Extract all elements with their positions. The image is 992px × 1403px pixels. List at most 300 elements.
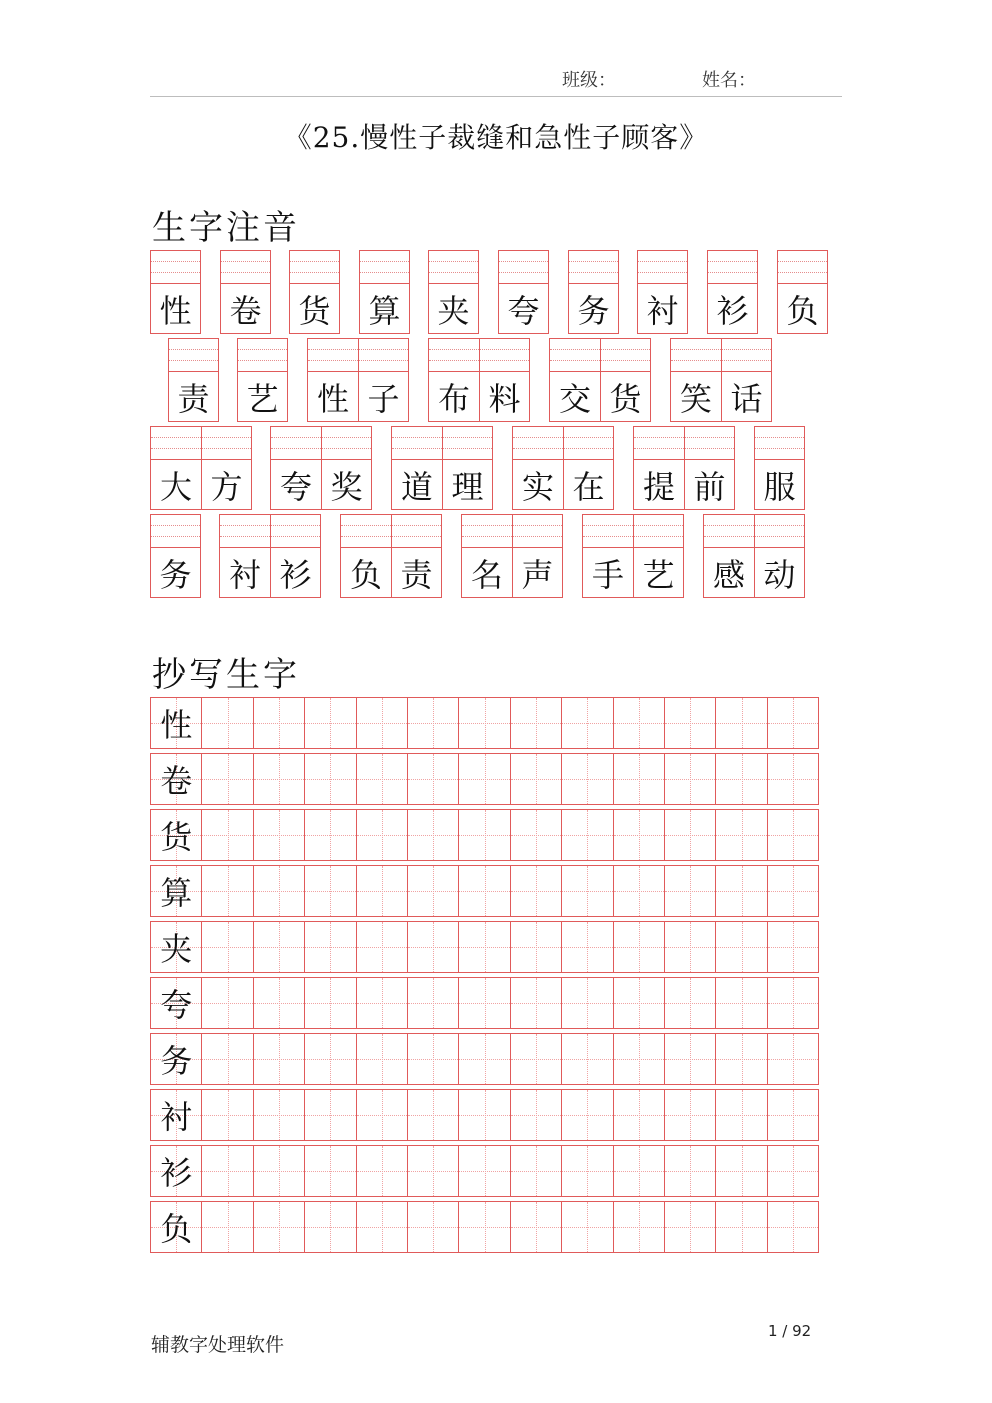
cell-guide-horizontal — [562, 779, 612, 780]
practice-cell — [510, 865, 562, 917]
practice-cell — [356, 977, 408, 1029]
cell-guide-horizontal — [408, 891, 458, 892]
cell-guide-horizontal — [202, 1171, 252, 1172]
cell-guide-horizontal — [768, 947, 818, 948]
cell-guide-horizontal — [459, 1115, 509, 1116]
practice-cell — [201, 697, 253, 749]
cell-guide-horizontal — [562, 1227, 612, 1228]
practice-cell — [458, 809, 510, 861]
cell-guide-horizontal — [665, 1227, 715, 1228]
vocab-character: 艺 — [642, 555, 675, 594]
practice-cell — [356, 865, 408, 917]
cell-guide-horizontal — [305, 1059, 355, 1060]
practice-cell — [715, 753, 767, 805]
model-character-cell — [150, 1145, 202, 1197]
practice-cell — [253, 921, 305, 973]
cell-guide-horizontal — [357, 947, 407, 948]
section-title-copy: 抄写生字 — [152, 655, 300, 695]
vocab-character: 奖 — [330, 467, 363, 506]
vocab-character: 货 — [298, 291, 331, 330]
cell-guide-horizontal — [459, 835, 509, 836]
copy-row — [150, 865, 819, 917]
cell-guide-horizontal — [254, 947, 304, 948]
cell-guide-horizontal — [511, 1171, 561, 1172]
cell-guide-horizontal — [305, 891, 355, 892]
cell-guide-horizontal — [511, 947, 561, 948]
copy-row — [150, 697, 819, 749]
model-character-cell — [150, 1201, 202, 1253]
cell-guide-horizontal — [202, 835, 252, 836]
lesson-title: 《25.慢性子裁缝和急性子顾客》 — [283, 121, 709, 154]
copy-row — [150, 809, 819, 861]
cell-guide-horizontal — [305, 835, 355, 836]
practice-cell — [407, 921, 459, 973]
cell-guide-horizontal — [511, 1059, 561, 1060]
practice-cell — [201, 977, 253, 1029]
cell-guide-horizontal — [408, 723, 458, 724]
practice-cell — [356, 697, 408, 749]
practice-cell — [304, 753, 356, 805]
cell-guide-horizontal — [665, 1003, 715, 1004]
practice-cell — [561, 809, 613, 861]
cell-guide-horizontal — [614, 1003, 664, 1004]
practice-cell — [407, 865, 459, 917]
footer-label: 辅教字处理软件 — [151, 1334, 285, 1356]
cell-guide-horizontal — [562, 835, 612, 836]
model-character: 性 — [160, 706, 193, 744]
cell-guide-horizontal — [768, 1227, 818, 1228]
vocab-character: 道 — [400, 467, 433, 506]
practice-cell — [253, 1201, 305, 1253]
practice-cell — [561, 977, 613, 1029]
vocab-character: 前 — [693, 467, 726, 506]
practice-cell — [664, 809, 716, 861]
cell-guide-horizontal — [408, 835, 458, 836]
cell-guide-horizontal — [254, 1171, 304, 1172]
practice-cell — [561, 921, 613, 973]
model-character-cell — [150, 697, 202, 749]
practice-cell — [356, 1089, 408, 1141]
practice-cell — [613, 1145, 665, 1197]
cell-guide-horizontal — [357, 835, 407, 836]
copy-row — [150, 1089, 819, 1141]
practice-cell — [715, 921, 767, 973]
practice-cell — [458, 697, 510, 749]
cell-guide-horizontal — [305, 1171, 355, 1172]
cell-guide-horizontal — [357, 1171, 407, 1172]
vocab-character: 夹 — [437, 291, 470, 330]
cell-guide-horizontal — [254, 1115, 304, 1116]
cell-guide-horizontal — [511, 1227, 561, 1228]
vocab-character: 夸 — [279, 467, 312, 506]
page-counter: 1 / 92 — [768, 1322, 812, 1340]
cell-guide-horizontal — [562, 947, 612, 948]
practice-cell — [561, 1089, 613, 1141]
cell-guide-horizontal — [254, 835, 304, 836]
cell-guide-horizontal — [511, 723, 561, 724]
cell-guide-horizontal — [202, 723, 252, 724]
vocab-character: 交 — [558, 379, 591, 418]
vocab-character: 衬 — [228, 555, 261, 594]
vocab-character: 负 — [786, 291, 819, 330]
cell-guide-horizontal — [202, 1115, 252, 1116]
practice-cell — [304, 697, 356, 749]
cell-guide-horizontal — [254, 891, 304, 892]
practice-cell — [356, 921, 408, 973]
cell-guide-horizontal — [511, 1003, 561, 1004]
class-label: 班级： — [562, 70, 616, 91]
vocab-character: 提 — [642, 467, 675, 506]
practice-cell — [664, 1201, 716, 1253]
cell-guide-horizontal — [665, 1115, 715, 1116]
cell-guide-horizontal — [562, 1115, 612, 1116]
practice-cell — [613, 1201, 665, 1253]
practice-cell — [510, 753, 562, 805]
practice-cell — [356, 1033, 408, 1085]
practice-cell — [407, 1033, 459, 1085]
model-character-cell — [150, 921, 202, 973]
vocab-character: 责 — [177, 379, 210, 418]
practice-cell — [304, 1033, 356, 1085]
practice-cell — [458, 865, 510, 917]
cell-guide-horizontal — [716, 947, 766, 948]
vocab-character: 动 — [763, 555, 796, 594]
practice-cell — [561, 1033, 613, 1085]
practice-cell — [613, 1089, 665, 1141]
practice-cell — [458, 1033, 510, 1085]
cell-guide-horizontal — [202, 947, 252, 948]
cell-guide-horizontal — [459, 1227, 509, 1228]
practice-cell — [253, 1033, 305, 1085]
cell-guide-horizontal — [665, 891, 715, 892]
cell-guide-horizontal — [254, 779, 304, 780]
cell-guide-horizontal — [614, 1059, 664, 1060]
practice-cell — [458, 1089, 510, 1141]
cell-guide-horizontal — [716, 1227, 766, 1228]
practice-cell — [613, 865, 665, 917]
cell-guide-horizontal — [614, 779, 664, 780]
vocab-character: 性 — [159, 291, 192, 330]
practice-cell — [664, 921, 716, 973]
cell-guide-horizontal — [357, 1003, 407, 1004]
cell-guide-horizontal — [614, 1115, 664, 1116]
cell-guide-horizontal — [408, 947, 458, 948]
practice-cell — [304, 921, 356, 973]
vocab-character: 理 — [451, 467, 484, 506]
practice-cell — [510, 921, 562, 973]
practice-cell — [715, 1201, 767, 1253]
cell-guide-horizontal — [716, 1171, 766, 1172]
practice-cell — [407, 1089, 459, 1141]
vocab-character: 务 — [159, 555, 192, 594]
practice-cell — [767, 977, 819, 1029]
copy-row — [150, 1033, 819, 1085]
practice-cell — [561, 865, 613, 917]
practice-cell — [510, 697, 562, 749]
copy-row — [150, 753, 819, 805]
practice-cell — [664, 753, 716, 805]
cell-guide-horizontal — [665, 779, 715, 780]
practice-cell — [664, 1089, 716, 1141]
cell-guide-horizontal — [202, 1059, 252, 1060]
model-character-cell — [150, 977, 202, 1029]
vocab-character: 衬 — [646, 291, 679, 330]
model-character: 货 — [160, 818, 193, 856]
cell-guide-horizontal — [614, 835, 664, 836]
practice-cell — [253, 753, 305, 805]
practice-cell — [458, 1145, 510, 1197]
vocab-character: 性 — [316, 379, 349, 418]
cell-guide-horizontal — [305, 947, 355, 948]
cell-guide-horizontal — [202, 779, 252, 780]
practice-cell — [407, 977, 459, 1029]
vocab-character: 服 — [763, 467, 796, 506]
vocab-character: 大 — [159, 467, 192, 506]
practice-cell — [664, 1033, 716, 1085]
cell-guide-horizontal — [459, 723, 509, 724]
cell-guide-horizontal — [459, 1171, 509, 1172]
practice-cell — [253, 1145, 305, 1197]
cell-guide-horizontal — [614, 947, 664, 948]
practice-cell — [201, 1033, 253, 1085]
practice-cell — [715, 809, 767, 861]
cell-guide-horizontal — [459, 1059, 509, 1060]
practice-cell — [613, 809, 665, 861]
practice-cell — [510, 977, 562, 1029]
practice-cell — [458, 1201, 510, 1253]
cell-guide-horizontal — [665, 835, 715, 836]
practice-cell — [201, 1089, 253, 1141]
practice-cell — [458, 753, 510, 805]
cell-guide-horizontal — [305, 1003, 355, 1004]
cell-guide-horizontal — [357, 1227, 407, 1228]
vocab-character: 衫 — [716, 291, 749, 330]
cell-guide-horizontal — [716, 1115, 766, 1116]
practice-cell — [715, 1033, 767, 1085]
practice-cell — [407, 1145, 459, 1197]
cell-guide-horizontal — [357, 723, 407, 724]
copy-row — [150, 1145, 819, 1197]
practice-cell — [356, 809, 408, 861]
model-character: 夸 — [160, 986, 193, 1024]
cell-guide-horizontal — [768, 1003, 818, 1004]
practice-cell — [767, 1089, 819, 1141]
cell-guide-horizontal — [716, 891, 766, 892]
cell-guide-horizontal — [357, 779, 407, 780]
practice-cell — [767, 921, 819, 973]
vocab-character: 子 — [367, 379, 400, 418]
vocab-character: 务 — [577, 291, 610, 330]
practice-cell — [304, 865, 356, 917]
vocab-character: 在 — [572, 467, 605, 506]
cell-guide-horizontal — [768, 1171, 818, 1172]
practice-cell — [304, 809, 356, 861]
vocab-character: 艺 — [246, 379, 279, 418]
practice-cell — [510, 1145, 562, 1197]
copy-row — [150, 977, 819, 1029]
practice-cell — [664, 697, 716, 749]
cell-guide-horizontal — [254, 1003, 304, 1004]
cell-guide-horizontal — [408, 779, 458, 780]
model-character-cell — [150, 753, 202, 805]
practice-cell — [458, 921, 510, 973]
cell-guide-horizontal — [614, 723, 664, 724]
section-title-pinyin: 生字注音 — [152, 208, 300, 248]
cell-guide-horizontal — [665, 947, 715, 948]
practice-cell — [664, 865, 716, 917]
cell-guide-horizontal — [357, 1115, 407, 1116]
cell-guide-horizontal — [408, 1059, 458, 1060]
practice-cell — [715, 697, 767, 749]
cell-guide-horizontal — [511, 835, 561, 836]
practice-cell — [304, 1089, 356, 1141]
practice-cell — [201, 1145, 253, 1197]
practice-cell — [510, 809, 562, 861]
practice-cell — [304, 977, 356, 1029]
vocab-character: 料 — [488, 379, 521, 418]
cell-guide-horizontal — [408, 1115, 458, 1116]
cell-guide-horizontal — [459, 891, 509, 892]
cell-guide-horizontal — [716, 1059, 766, 1060]
cell-guide-horizontal — [511, 1115, 561, 1116]
vocab-character: 责 — [400, 555, 433, 594]
practice-cell — [613, 921, 665, 973]
practice-cell — [561, 1201, 613, 1253]
cell-guide-horizontal — [768, 779, 818, 780]
cell-guide-horizontal — [305, 779, 355, 780]
practice-cell — [715, 977, 767, 1029]
cell-guide-horizontal — [768, 1115, 818, 1116]
model-character-cell — [150, 1033, 202, 1085]
practice-cell — [510, 1033, 562, 1085]
cell-guide-horizontal — [562, 723, 612, 724]
cell-guide-horizontal — [614, 891, 664, 892]
vocab-character: 名 — [470, 555, 503, 594]
practice-cell — [767, 697, 819, 749]
cell-guide-horizontal — [768, 723, 818, 724]
practice-cell — [356, 1201, 408, 1253]
cell-guide-horizontal — [202, 1003, 252, 1004]
copy-row — [150, 921, 819, 973]
practice-cell — [356, 1145, 408, 1197]
copy-row — [150, 1201, 819, 1253]
vocab-character: 货 — [609, 379, 642, 418]
cell-guide-horizontal — [665, 1171, 715, 1172]
cell-guide-horizontal — [305, 1115, 355, 1116]
cell-guide-horizontal — [305, 1227, 355, 1228]
practice-cell — [407, 753, 459, 805]
cell-guide-horizontal — [716, 1003, 766, 1004]
practice-cell — [253, 809, 305, 861]
model-character: 务 — [160, 1042, 193, 1080]
practice-cell — [201, 753, 253, 805]
cell-guide-horizontal — [305, 723, 355, 724]
cell-guide-horizontal — [408, 1171, 458, 1172]
practice-cell — [407, 1201, 459, 1253]
practice-cell — [767, 865, 819, 917]
model-character: 夹 — [160, 930, 193, 968]
practice-cell — [715, 1145, 767, 1197]
practice-cell — [407, 809, 459, 861]
cell-guide-horizontal — [459, 947, 509, 948]
vocab-character: 衫 — [279, 555, 312, 594]
practice-cell — [715, 865, 767, 917]
cell-guide-horizontal — [562, 1171, 612, 1172]
vocab-character: 笑 — [679, 379, 712, 418]
practice-cell — [561, 753, 613, 805]
cell-guide-horizontal — [202, 891, 252, 892]
vocab-character: 布 — [437, 379, 470, 418]
model-character: 衬 — [160, 1098, 193, 1136]
cell-guide-horizontal — [202, 1227, 252, 1228]
cell-guide-horizontal — [614, 1227, 664, 1228]
cell-guide-horizontal — [408, 1227, 458, 1228]
vocab-character: 方 — [210, 467, 243, 506]
model-character: 负 — [160, 1210, 193, 1248]
cell-guide-horizontal — [254, 1059, 304, 1060]
practice-cell — [767, 809, 819, 861]
practice-cell — [356, 753, 408, 805]
vocab-character: 手 — [591, 555, 624, 594]
cell-guide-horizontal — [254, 723, 304, 724]
cell-guide-horizontal — [716, 779, 766, 780]
practice-cell — [561, 697, 613, 749]
cell-guide-horizontal — [768, 835, 818, 836]
cell-guide-horizontal — [768, 891, 818, 892]
cell-guide-horizontal — [408, 1003, 458, 1004]
vocab-character: 夸 — [507, 291, 540, 330]
vocab-character: 负 — [349, 555, 382, 594]
practice-cell — [767, 1033, 819, 1085]
vocab-character: 实 — [521, 467, 554, 506]
practice-cell — [715, 1089, 767, 1141]
vocab-character: 感 — [712, 555, 745, 594]
practice-cell — [767, 1145, 819, 1197]
practice-cell — [613, 1033, 665, 1085]
practice-cell — [253, 865, 305, 917]
vocab-character: 卷 — [229, 291, 262, 330]
practice-cell — [304, 1201, 356, 1253]
practice-cell — [201, 865, 253, 917]
practice-cell — [253, 1089, 305, 1141]
model-character: 算 — [160, 874, 193, 912]
cell-guide-horizontal — [716, 723, 766, 724]
model-character: 卷 — [160, 762, 193, 800]
model-character: 衫 — [160, 1154, 193, 1192]
cell-guide-horizontal — [665, 723, 715, 724]
practice-cell — [253, 697, 305, 749]
cell-guide-horizontal — [614, 1171, 664, 1172]
vocab-character: 话 — [730, 379, 763, 418]
cell-guide-horizontal — [459, 1003, 509, 1004]
vocab-character: 声 — [521, 555, 554, 594]
cell-guide-horizontal — [562, 891, 612, 892]
practice-cell — [407, 697, 459, 749]
practice-cell — [458, 977, 510, 1029]
cell-guide-horizontal — [562, 1003, 612, 1004]
practice-cell — [253, 977, 305, 1029]
name-label: 姓名： — [702, 70, 756, 91]
practice-cell — [304, 1145, 356, 1197]
cell-guide-horizontal — [665, 1059, 715, 1060]
practice-cell — [561, 1145, 613, 1197]
vocab-character: 算 — [368, 291, 401, 330]
cell-guide-horizontal — [716, 835, 766, 836]
model-character-cell — [150, 1089, 202, 1141]
cell-guide-horizontal — [357, 1059, 407, 1060]
practice-cell — [767, 1201, 819, 1253]
cell-guide-horizontal — [357, 891, 407, 892]
